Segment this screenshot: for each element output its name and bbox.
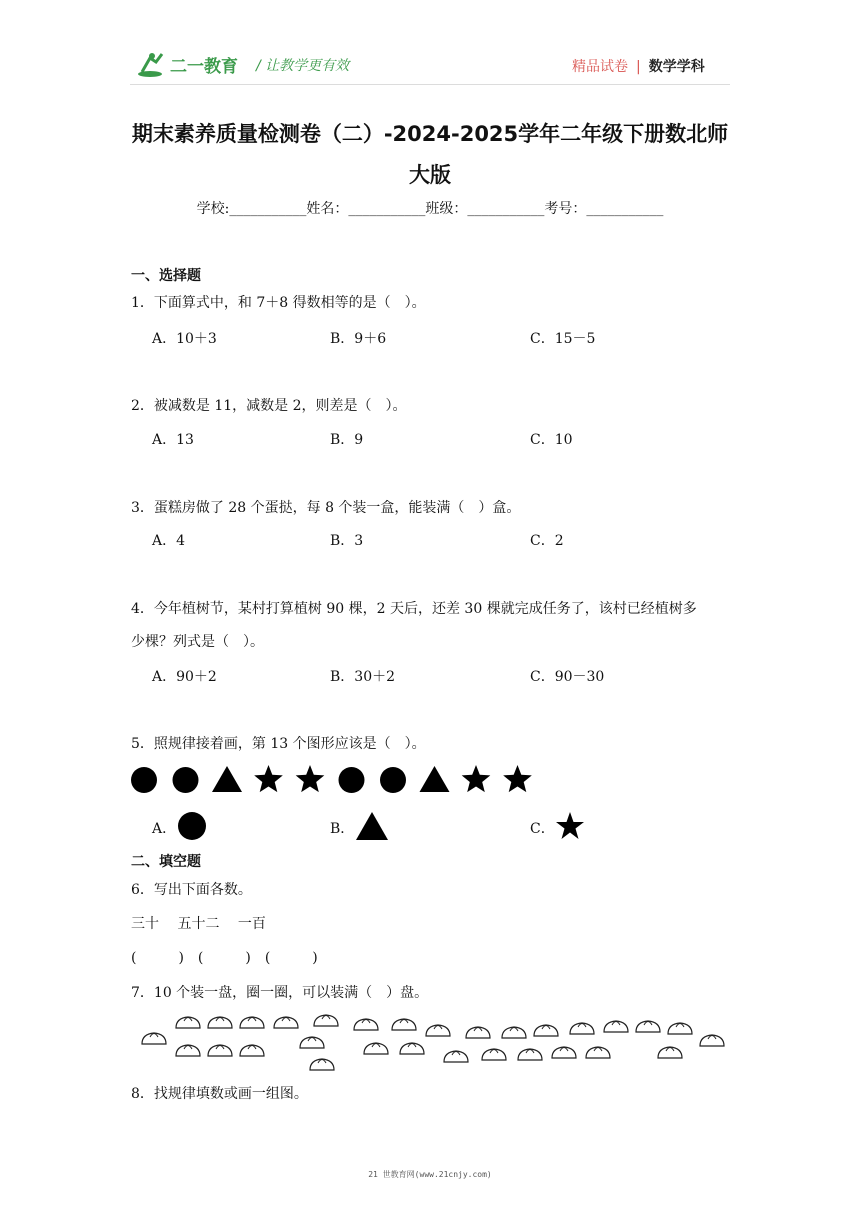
header-subject: 数学学科: [648, 59, 705, 75]
bun-icon: [354, 1019, 378, 1030]
logo: [136, 50, 248, 80]
sequence-circle-icon: [380, 767, 406, 793]
bun-icon: [466, 1027, 490, 1038]
bun-icon: [552, 1047, 576, 1058]
bun-icon: [176, 1017, 200, 1028]
q5-stem: 5．照规律接着画，第 13 个图形应该是（ ）。: [131, 736, 426, 752]
bun-icon: [534, 1025, 558, 1036]
logo-text: 二一教育: [170, 57, 238, 77]
bun-icon: [426, 1025, 450, 1036]
option-b-triangle-icon: [354, 810, 390, 842]
q3-stem: 3．蛋糕房做了 28 个蛋挞，每 8 个装一盒，能装满（ ）盒。: [131, 500, 521, 516]
q5-option-c: C．: [530, 821, 555, 837]
bun-icon: [482, 1049, 506, 1060]
option-a-circle-icon: [176, 810, 208, 842]
bun-icon: [240, 1045, 264, 1056]
q5-option-a: A．: [152, 821, 177, 837]
bun-icon: [392, 1019, 416, 1030]
section-fill: 二、填空题: [131, 854, 201, 870]
bun-icon: [518, 1049, 542, 1060]
q3-option-c: C．2: [530, 533, 564, 549]
bun-icon: [700, 1035, 724, 1046]
bun-icon: [502, 1027, 526, 1038]
sequence-circle-icon: [173, 767, 199, 793]
q1-option-c: C．15－5: [530, 331, 596, 347]
q4-option-c: C．90－30: [530, 669, 605, 685]
q6-blanks: ( ) ( ) ( ): [131, 950, 318, 966]
option-c-star-icon: [554, 810, 586, 842]
q5-option-b: B．: [330, 821, 355, 837]
bun-icon: [604, 1021, 628, 1032]
bun-icon: [314, 1015, 338, 1026]
q7-stem: 7．10 个装一盘，圈一圈，可以装满（ ）盘。: [131, 985, 429, 1001]
sequence-triangle-icon: [420, 766, 450, 792]
q3-option-b: B．3: [330, 533, 364, 549]
q4-option-a: A．90＋2: [152, 669, 217, 685]
bun-icon: [142, 1033, 166, 1044]
q1-option-a: A．10＋3: [152, 331, 217, 347]
bun-icon: [364, 1043, 388, 1054]
slogan: / 让教学更有效: [256, 58, 350, 74]
footer: 21 世教育网(www.21cnjy.com): [368, 1170, 492, 1179]
bun-icon: [444, 1051, 468, 1062]
q2-option-a: A．13: [152, 432, 194, 448]
sequence-star-icon: [254, 765, 283, 792]
q1-option-b: B．9＋6: [330, 331, 387, 347]
bun-icon: [274, 1017, 298, 1028]
bun-icon: [208, 1017, 232, 1028]
section-choice: 一、选择题: [131, 268, 201, 284]
header-separator: |: [636, 59, 641, 75]
q4-stem-line1: 4．今年植树节，某村打算植树 90 棵，2 天后，还差 30 棵就完成任务了，该村已经植树多: [131, 601, 697, 617]
q1-stem: 1．下面算式中，和 7＋8 得数相等的是（ ）。: [131, 295, 426, 311]
q3-option-a: A．4: [152, 533, 186, 549]
bun-icon: [586, 1047, 610, 1058]
bun-icon: [300, 1037, 324, 1048]
sequence-star-icon: [296, 765, 325, 792]
bun-icon: [400, 1043, 424, 1054]
sequence-star-icon: [503, 765, 532, 792]
bun-icon: [176, 1045, 200, 1056]
sequence-star-icon: [462, 765, 491, 792]
q6-stem: 6．写出下面各数。: [131, 882, 252, 898]
bun-icon: [636, 1021, 660, 1032]
bun-icon: [240, 1017, 264, 1028]
page-title-line1: 期末素养质量检测卷（二）-2024-2025学年二年级下册数北师: [131, 122, 729, 146]
header-divider: [130, 84, 730, 85]
q2-option-c: C．10: [530, 432, 573, 448]
sequence-triangle-icon: [212, 766, 242, 792]
q6-words: 三十 五十二 一百: [131, 916, 266, 932]
q7-buns: [128, 1004, 728, 1074]
bun-icon: [570, 1023, 594, 1034]
q2-option-b: B．9: [330, 432, 364, 448]
q4-stem-line2: 少棵？列式是（ ）。: [131, 634, 264, 650]
header-tag: 精品试卷: [572, 59, 628, 75]
page-title-line2: 大版: [409, 163, 451, 187]
bun-icon: [668, 1023, 692, 1034]
bun-icon: [310, 1059, 334, 1070]
bun-icon: [208, 1045, 232, 1056]
header-right: [572, 56, 705, 76]
sequence-circle-icon: [339, 767, 365, 793]
sequence-circle-icon: [131, 767, 157, 793]
q2-stem: 2．被减数是 11，减数是 2，则差是（ ）。: [131, 398, 407, 414]
q8-stem: 8．找规律填数或画一组图。: [131, 1086, 308, 1102]
q5-sequence: [128, 762, 548, 798]
bun-icon: [658, 1047, 682, 1058]
q4-option-b: B．30＋2: [330, 669, 396, 685]
student-info: 学校:___________姓名：___________班级：___________考号：___________: [196, 201, 664, 217]
